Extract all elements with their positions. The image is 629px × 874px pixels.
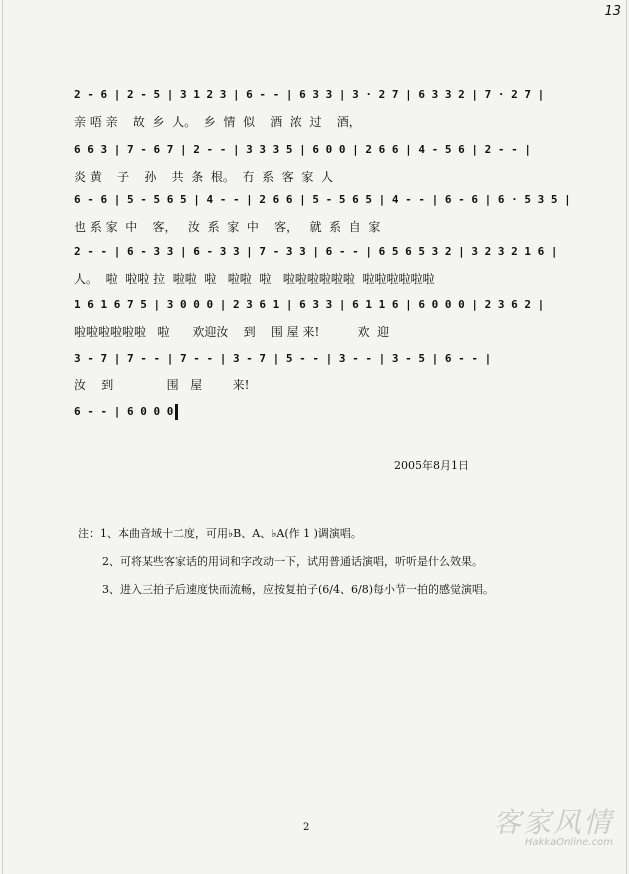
site-watermark [493, 801, 613, 848]
score-lyrics-row-4: 人。 啦 啦啦 拉 啦啦 啦 啦啦 啦 啦啦啦啦啦啦 啦啦啦啦啦啦 [74, 272, 435, 286]
page-number: 2 [303, 822, 310, 833]
corner-page-mark: 13 [604, 4, 621, 19]
scan-edge [2, 0, 3, 874]
score-notes-row-4: 2 - - | 6 - 3 3 | 6 - 3 3 | 7 - 3 3 | 6 - - | 6 5 6 5 3 2 | 3 2 3 2 1 6 | [74, 245, 558, 258]
watermark-url: HakkaOnline.com [524, 837, 613, 848]
watermark-logo: 客家风情 [492, 806, 613, 839]
score-lyrics-row-3: 也 系 家 中 客， 汝 系 家 中 客， 就 系 自 家 [74, 220, 381, 234]
score-notes-row-5: 1 6 1 6 7 5 | 3 0 0 0 | 2 3 6 1 | 6 3 3 | 6 1 1 6 | 6 0 0 0 | 2 3 6 2 | [74, 298, 545, 311]
scan-edge [626, 0, 627, 874]
footnote-1: 注：1、本曲音域十二度，可用♭B、A、♭A(作 1 )调演唱。 [78, 527, 362, 540]
footnote-3: 3、进入三拍子后速度快而流畅，应按复拍子(6/4、6/8)每小节一拍的感觉演唱。 [102, 583, 494, 596]
score-notes-row-3: 6 - 6 | 5 - 5 6 5 | 4 - - | 2 6 6 | 5 - 5 6 5 | 4 - - | 6 - 6 | 6 · 5 3 5 | [74, 193, 571, 206]
score-notes-row-1: 2 - 6 | 2 - 5 | 3 1 2 3 | 6 - - | 6 3 3 | 3 · 2 7 | 6 3 3 2 | 7 · 2 7 | [74, 88, 545, 101]
score-notes-row-7 [74, 404, 178, 420]
footnotes [78, 525, 494, 598]
score-lyrics-row-1: 亲 唔 亲 故 乡 人。 乡 情 似 酒 浓 过 酒， [74, 115, 361, 129]
composition-date: 2005年8月1日 [394, 459, 469, 472]
score-lyrics-row-6: 汝 到 围 屋 来! [74, 378, 250, 392]
final-barline [175, 404, 178, 420]
score-notes-final: 6 - - | 6 0 0 0 [74, 405, 174, 418]
score-lyrics-row-5: 啦啦啦啦啦啦 啦 欢迎汝 到 围 屋 来! 欢 迎 [74, 325, 390, 339]
score-notes-row-2: 6 6 3 | 7 - 6 7 | 2 - - | 3 3 3 5 | 6 0 0 | 2 6 6 | 4 - 5 6 | 2 - - | [74, 143, 531, 156]
score-lyrics-row-2: 炎 黄 子 孙 共 条 根。 冇 系 客 家 人 [74, 170, 333, 184]
score-notes-row-6: 3 - 7 | 7 - - | 7 - - | 3 - 7 | 5 - - | 3 - - | 3 - 5 | 6 - - | [74, 352, 492, 365]
footnote-2: 2、可将某些客家话的用词和字改动一下，试用普通话演唱，听听是什么效果。 [102, 555, 483, 568]
